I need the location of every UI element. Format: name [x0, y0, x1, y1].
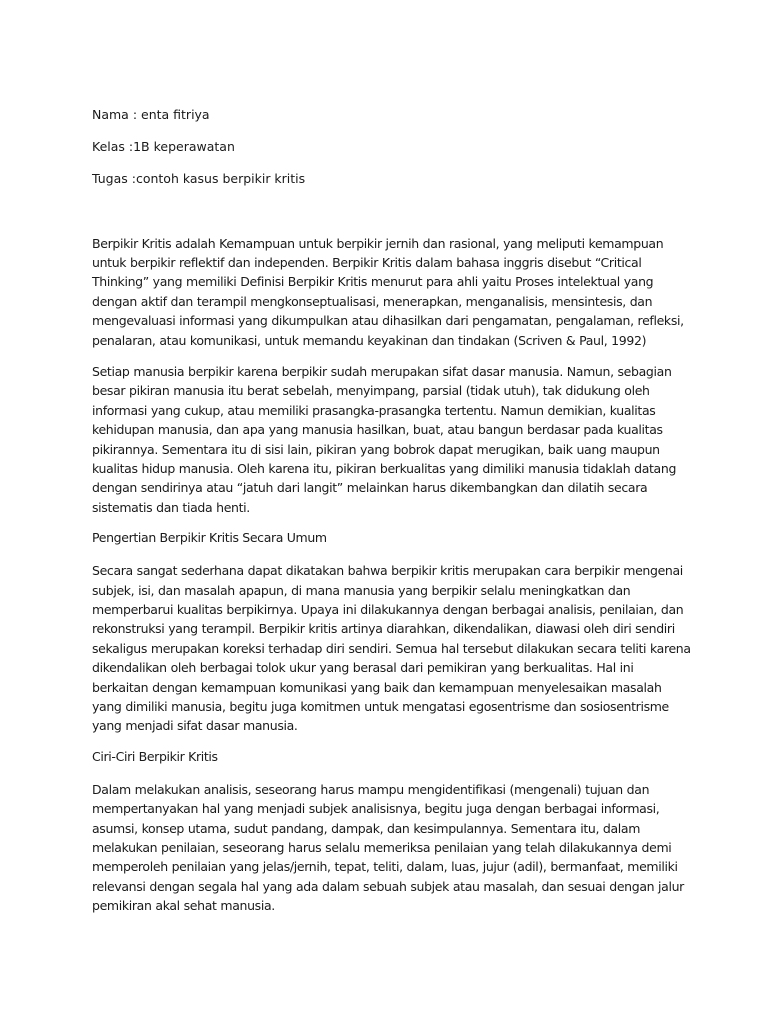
student-name: Nama : enta fitriya	[92, 106, 210, 122]
paragraph-definition: Berpikir Kritis adalah Kemampuan untuk berpikir jernih dan rasional, yang meliputi kemampuan untuk berpikir reflektif dan independen. Berpikir Kritis dalam bahasa inggris disebut “Critical Thinking” yang memiliki Definisi Berpikir Kritis menurut para ahli yaitu Proses intelektual yang dengan aktif dan terampil mengkonseptualisasi, menerapkan, menganalisis, mensintesis, dan mengevaluasi informasi yang dikumpulkan atau dihasilkan dari pengamatan, pengalaman, refleksi, penalaran, atau komunikasi, untuk memandu keyakinan dan tindakan (Scriven & Paul, 1992)	[92, 235, 684, 348]
document-content	[92, 93, 692, 928]
paragraph-ciri-ciri: Dalam melakukan analisis, seseorang harus mampu mengidentifikasi (mengenali) tujuan dan mempertanyakan hal yang menjadi subjek analisisnya, begitu juga dengan berbagai informasi, asumsi, konsep utama, sudut pandang, dampak, dan kesimpulannya. Sementara itu, dalam melakukan penilaian, seseorang harus selalu memeriksa penilaian yang telah dilakukannya demi memperoleh penilaian yang jelas/jernih, tepat, teliti, dalam, luas, jujur (adil), bermanfaat, memiliki relevansi dengan segala hal yang ada dalam sebuah subjek atau masalah, dan sesuai dengan jalur pemikiran akal sehat manusia.	[92, 781, 684, 914]
paragraph-human-thinking: Setiap manusia berpikir karena berpikir sudah merupakan sifat dasar manusia. Namun, sebagian besar pikiran manusia itu berat sebelah, menyimpang, parsial (tidak utuh), tak didukung oleh informasi yang cukup, atau memiliki prasangka-prasangka tertentu. Namun demikian, kualitas kehidupan manusia, dan apa yang manusia hasilkan, buat, atau bangun berdasar pada kualitas pikirannya. Sementara itu di sisi lain, pikiran yang bobrok dapat merugikan, baik uang maupun kualitas hidup manusia. Oleh karena itu, pikiran berkualitas yang dimiliki manusia tidaklah datang dengan sendirinya atau “jatuh dari langit” melainkan harus dikembangkan dan dilatih secara sistematis dan tiada henti.	[92, 363, 677, 515]
spacer	[92, 202, 692, 234]
student-class: Kelas :1B keperawatan	[92, 138, 235, 154]
assignment-title: Tugas :contoh kasus berpikir kritis	[92, 170, 306, 186]
paragraph-pengertian: Secara sangat sederhana dapat dikatakan bahwa berpikir kritis merupakan cara berpikir mengenai subjek, isi, dan masalah apapun, di mana manusia yang berpikir selalu meningkatkan dan memperbarui kualitas berpikirnya. Upaya ini dilakukannya dengan berbagai analisis, penilaian, dan rekonstruksi yang terampil. Berpikir kritis artinya diarahkan, dikendalikan, diawasi oleh diri sendiri sekaligus merupakan koreksi terhadap diri sendiri. Semua hal tersebut dilakukan secara teliti karena dikendalikan oleh berbagai tolok ukur yang berasal dari pemikiran yang berkualitas. Hal ini berkaitan dengan kemampuan komunikasi yang baik dan kemampuan menyelesaikan masalah yang dimiliki manusia, begitu juga komitmen untuk mengatasi egosentrisme dan sosiosentrisme yang menjadi sifat dasar manusia.	[92, 563, 691, 734]
section-heading-ciri-ciri: Ciri-Ciri Berpikir Kritis	[92, 748, 218, 764]
section-heading-pengertian: Pengertian Berpikir Kritis Secara Umum	[92, 530, 327, 546]
